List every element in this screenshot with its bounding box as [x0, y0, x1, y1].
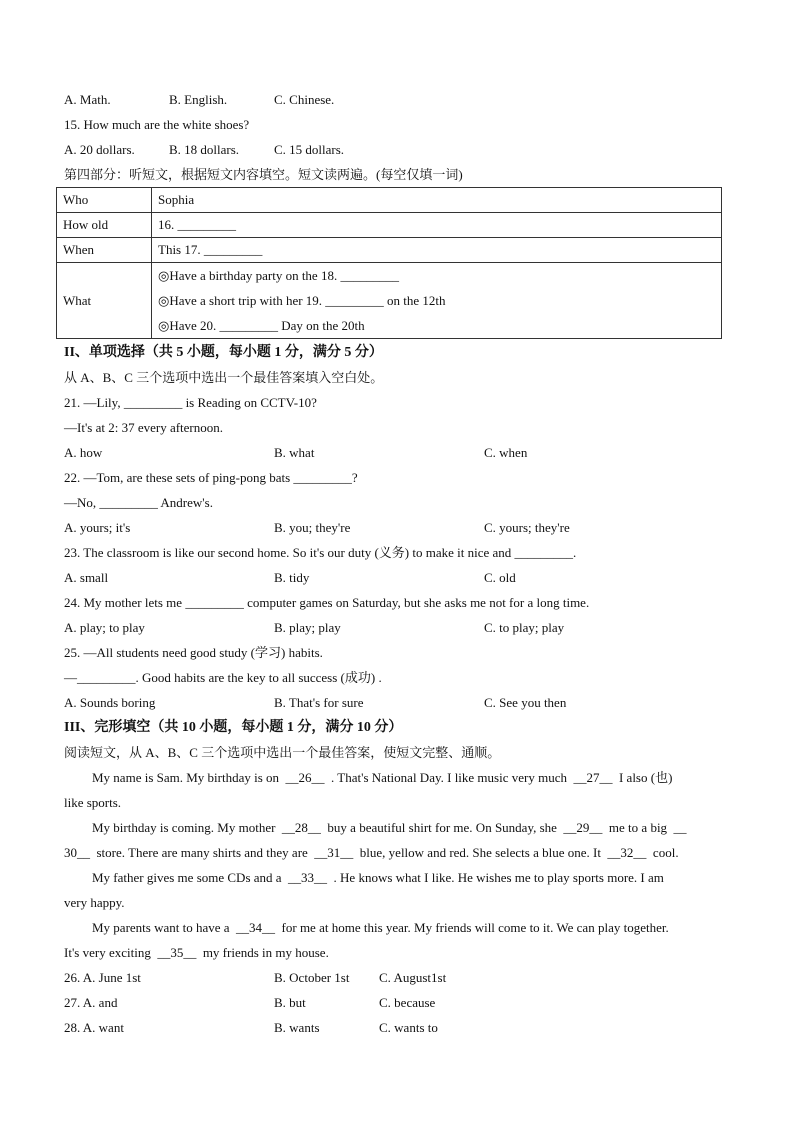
q28-option-a: 28. A. want: [64, 1020, 124, 1035]
q14-option-a: A. Math.: [64, 92, 111, 107]
q15-option-b: B. 18 dollars.: [169, 142, 240, 157]
q21-line: —It's at 2: 37 every afternoon.: [64, 420, 224, 435]
q22-option-a: A. yours; it's: [64, 520, 131, 535]
q24-line: 24. My mother lets me _________ computer games on Saturday, but she asks me not for a long time.: [64, 595, 590, 610]
passage-line: My name is Sam. My birthday is on __26__ . That's National Day. I like music very much __27__ I also (也): [92, 770, 673, 785]
section2-heading: II、单项选择（共 5 小题，每小题 1 分，满分 5 分）: [64, 345, 383, 360]
row-label: When: [57, 238, 152, 263]
q23-option-b: B. tidy: [274, 570, 310, 585]
section3-instruction: 阅读短文，从 A、B、C 三个选项中选出一个最佳答案，使短文完整、通顺。: [64, 745, 501, 760]
q25-option-b: B. That's for sure: [274, 695, 364, 710]
q21-option-c: C. when: [484, 445, 528, 460]
table-row: [57, 213, 722, 238]
section3-heading: III、完形填空（共 10 小题，每小题 1 分，满分 10 分）: [64, 720, 403, 735]
row-value: Sophia: [152, 188, 722, 213]
q15-option-c: C. 15 dollars.: [274, 142, 345, 157]
part4-title: 第四部分：听短文，根据短文内容填空。短文读两遍。(每空仅填一词): [64, 167, 463, 182]
what-item: ◎Have a birthday party on the 18. _________: [158, 268, 399, 283]
q21-option-a: A. how: [64, 445, 103, 460]
passage-line: My father gives me some CDs and a __33__ . He knows what I like. He wishes me to play sports more. I am: [92, 870, 664, 885]
q25-line: —_________. Good habits are the key to all success (成功) .: [64, 670, 382, 685]
row-label: What: [57, 263, 152, 339]
q15-stem: 15. How much are the white shoes?: [64, 117, 250, 132]
q25-option-c: C. See you then: [484, 695, 567, 710]
q24-option-c: C. to play; play: [484, 620, 565, 635]
table-row: [57, 188, 722, 213]
what-item: ◎Have a short trip with her 19. _________ on the 12th: [158, 293, 446, 308]
q14-option-b: B. English.: [169, 92, 228, 107]
passage-line: My birthday is coming. My mother __28__ buy a beautiful shirt for me. On Sunday, she __29__ me to a big __: [92, 820, 687, 835]
row-value: [152, 263, 722, 339]
q24-option-b: B. play; play: [274, 620, 341, 635]
passage-line: 30__ store. There are many shirts and they are __31__ blue, yellow and red. She selects a blue one. It __32__ cool.: [64, 845, 679, 860]
what-item: ◎Have 20. _________ Day on the 20th: [158, 318, 365, 333]
q21-line: 21. —Lily, _________ is Reading on CCTV-10?: [64, 395, 317, 410]
q14-option-c: C. Chinese.: [274, 92, 335, 107]
passage-line: It's very exciting __35__ my friends in my house.: [64, 945, 329, 960]
q27-option-a: 27. A. and: [64, 995, 118, 1010]
q23-option-c: C. old: [484, 570, 516, 585]
q26-option-c: C. August1st: [379, 970, 447, 985]
q28-option-b: B. wants: [274, 1020, 320, 1035]
passage-line: like sports.: [64, 795, 122, 810]
q22-line: —No, _________ Andrew's.: [64, 495, 213, 510]
q26-option-b: B. October 1st: [274, 970, 350, 985]
q27-option-c: C. because: [379, 995, 436, 1010]
row-value: 16. _________: [152, 213, 722, 238]
row-label: How old: [57, 213, 152, 238]
q27-option-b: B. but: [274, 995, 306, 1010]
q23-line: 23. The classroom is like our second home. So it's our duty (义务) to make it nice and _________.: [64, 545, 577, 560]
table-row: [57, 263, 722, 339]
q22-option-b: B. you; they're: [274, 520, 351, 535]
passage-line: very happy.: [64, 895, 125, 910]
row-value: This 17. _________: [152, 238, 722, 263]
row-label: Who: [57, 188, 152, 213]
q24-option-a: A. play; to play: [64, 620, 145, 635]
part4-table: [56, 187, 722, 339]
q26-option-a: 26. A. June 1st: [64, 970, 141, 985]
q22-option-c: C. yours; they're: [484, 520, 570, 535]
q15-option-a: A. 20 dollars.: [64, 142, 135, 157]
q22-line: 22. —Tom, are these sets of ping-pong bats _________?: [64, 470, 358, 485]
passage-line: My parents want to have a __34__ for me at home this year. My friends will come to it. We can play together.: [92, 920, 669, 935]
q25-line: 25. —All students need good study (学习) habits.: [64, 645, 323, 660]
q25-option-a: A. Sounds boring: [64, 695, 156, 710]
section2-instruction: 从 A、B、C 三个选项中选出一个最佳答案填入空白处。: [64, 370, 384, 385]
table-row: [57, 238, 722, 263]
q28-option-c: C. wants to: [379, 1020, 438, 1035]
q21-option-b: B. what: [274, 445, 315, 460]
q23-option-a: A. small: [64, 570, 109, 585]
